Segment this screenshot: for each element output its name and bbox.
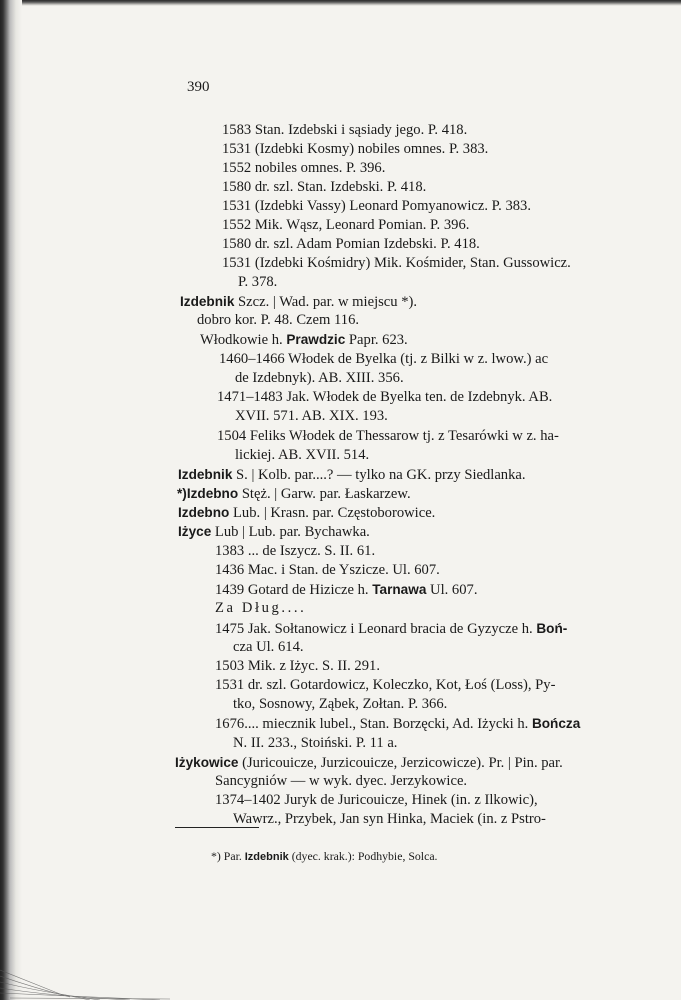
entry-line: 1531 (Izdebki Kośmidry) Mik. Kośmider, Stan. Gussowicz.: [222, 255, 571, 271]
entry-line: 1531 (Izdebki Kosmy) nobiles omnes. P. 383.: [222, 141, 489, 157]
entry-line: Iżykowice (Juricouicze, Jurzicouicze, Jerzicowicze). Pr. | Pin. par.: [175, 755, 563, 771]
entry-line: Izdebnik Szcz. | Wad. par. w miejscu *).: [180, 294, 418, 310]
entry-line: 1475 Jak. Sołtanowicz i Leonard bracia de Gyzycze h. Boń-: [215, 621, 568, 637]
entry-line: 1552 Mik. Wąsz, Leonard Pomian. P. 396.: [222, 217, 470, 233]
entry-line: 1583 Stan. Izdebski i sąsiady jego. P. 418.: [222, 122, 468, 138]
entry-line: P. 378.: [238, 274, 278, 290]
entry-line: tko, Sosnowy, Ząbek, Zołtan. P. 366.: [233, 696, 448, 712]
entry-line: N. II. 233., Stoiński. P. 11 a.: [233, 735, 398, 751]
footnote-rule: [175, 827, 259, 828]
entry-line: 1503 Mik. z Iżyc. S. II. 291.: [215, 658, 380, 674]
entry-line: cza Ul. 614.: [233, 639, 304, 655]
entry-line: Wawrz., Przybek, Jan syn Hinka, Maciek (in. z Pstro-: [233, 811, 546, 827]
entry-line: 1552 nobiles omnes. P. 396.: [222, 160, 386, 176]
ink-bleed-lines: [0, 930, 170, 1000]
entry-line: dobro kor. P. 48. Czem 116.: [197, 312, 360, 328]
entry-line: Izdebnik S. | Kolb. par....? — tylko na GK. przy Siedlanka.: [178, 467, 526, 483]
entry-line: *)Izdebno Stęż. | Garw. par. Łaskarzew.: [177, 486, 411, 502]
entry-line: Sancygniów — w wyk. dyec. Jerzykowice.: [215, 773, 468, 789]
entry-line: 1436 Mac. i Stan. de Yszicze. Ul. 607.: [215, 562, 440, 578]
entry-line: 1374–1402 Juryk de Juricouicze, Hinek (in. z Ilkowic),: [215, 792, 538, 808]
scan-top-edge: [0, 0, 681, 6]
entry-line: 1504 Feliks Włodek de Thessarow tj. z Tesarówki w z. ha-: [217, 428, 559, 444]
entry-line: de Izdebnyk). AB. XIII. 356.: [235, 370, 404, 386]
entry-line: Izdebno Lub. | Krasn. par. Częstoborowice.: [178, 505, 436, 521]
entry-line: 1676.... miecznik lubel., Stan. Borzęcki, Ad. Iżycki h. Bończa: [215, 716, 581, 732]
entry-line: XVII. 571. AB. XIX. 193.: [235, 408, 388, 424]
entry-line: 1531 (Izdebki Vassy) Leonard Pomyanowicz. P. 383.: [222, 198, 531, 214]
footnote: *) Par. Izdebnik (dyec. krak.): Podhybie, Solca.: [211, 849, 438, 863]
entry-line: Za Dług....: [215, 600, 307, 616]
entry-line: 1460–1466 Włodek de Byelka (tj. z Bilki w z. lwow.) ac: [219, 351, 549, 367]
entry-line: 1383 ... de Iszycz. S. II. 61.: [215, 543, 376, 559]
entry-line: 1531 dr. szl. Gotardowicz, Koleczko, Kot, Łoś (Loss), Py-: [215, 677, 556, 693]
scan-binding-edge: [0, 0, 22, 1000]
entry-line: 1580 dr. szl. Adam Pomian Izdebski. P. 418.: [222, 236, 480, 252]
entry-line: lickiej. AB. XVII. 514.: [235, 447, 370, 463]
entry-line: 1439 Gotard de Hizicze h. Tarnawa Ul. 607.: [215, 582, 478, 598]
entry-line: Iżyce Lub | Lub. par. Bychawka.: [178, 524, 370, 540]
entry-line: 1471–1483 Jak. Włodek de Byelka ten. de Izdebnyk. AB.: [217, 389, 553, 405]
page-number: 390: [187, 79, 210, 95]
entry-line: Włodkowie h. Prawdzic Papr. 623.: [200, 332, 408, 348]
entry-line: 1580 dr. szl. Stan. Izdebski. P. 418.: [222, 179, 427, 195]
